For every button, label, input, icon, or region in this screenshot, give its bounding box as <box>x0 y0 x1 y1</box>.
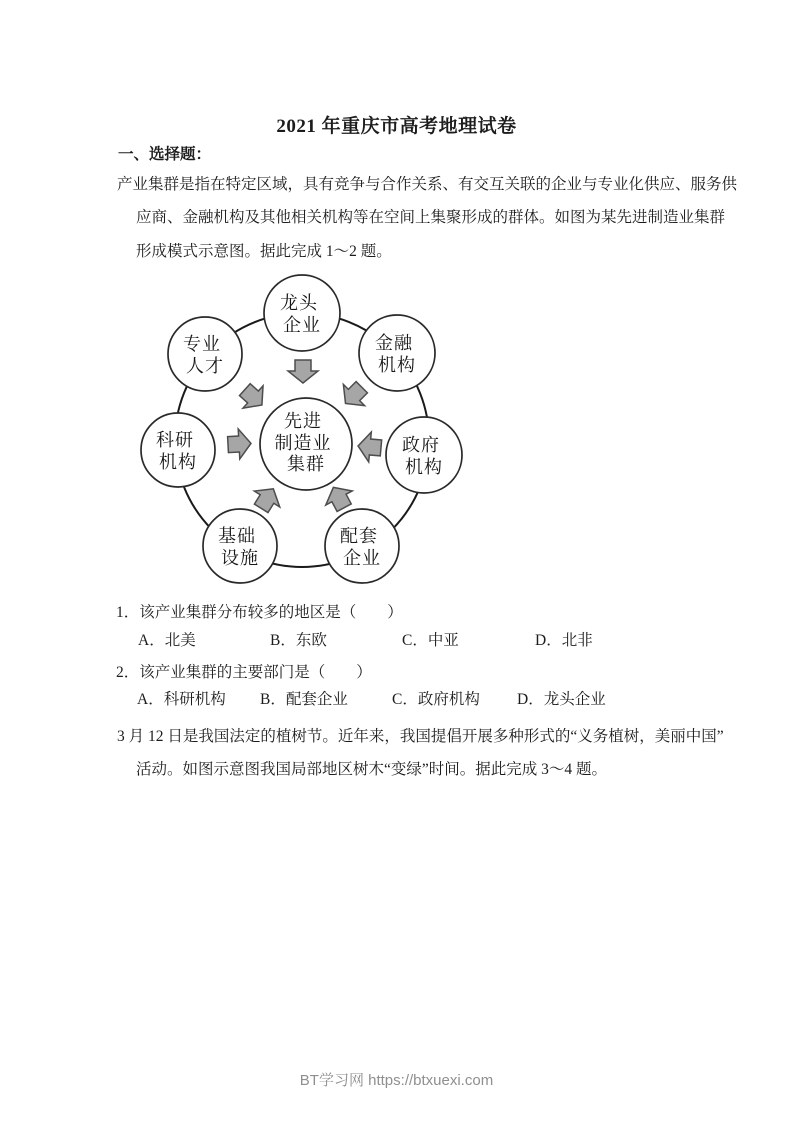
question-2-option-b: B．配套企业 <box>260 691 348 708</box>
inward-arrow-icon <box>335 377 372 414</box>
question-2-options <box>137 690 606 710</box>
node-label-leading-enterprise: 龙头 企业 <box>279 293 321 335</box>
node-label-infrastructure: 基础 设施 <box>217 526 259 568</box>
passage-2-line-1: 3 月 12 日是我国法定的植树节。近年来，我国提倡开展多种形式的“义务植树，美丽中国” <box>117 728 724 745</box>
question-1-option-d: D．北非 <box>535 632 593 649</box>
node-circle-research-institution <box>141 413 215 487</box>
footer-watermark: BT学习网 https://btxuexi.com <box>299 1072 494 1089</box>
center-label-advanced-manufacturing-cluster: 先进 制造业 集群 <box>274 411 332 474</box>
page-title: 2021 年重庆市高考地理试卷 <box>276 115 517 137</box>
node-circle-infrastructure <box>203 509 277 583</box>
question-2-stem: 2．该产业集群的主要部门是（ ） <box>116 664 372 681</box>
question-1-option-a: A．北美 <box>138 632 196 649</box>
node-label-supporting-enterprise: 配套 企业 <box>339 526 381 568</box>
inward-arrow-icon <box>288 360 318 383</box>
node-circle-financial-institution <box>359 315 435 391</box>
passage-1-line-3: 形成模式示意图。据此完成 1～2 题。 <box>136 243 392 260</box>
question-2-option-d: D．龙头企业 <box>517 691 606 708</box>
question-1-stem: 1．该产业集群分布较多的地区是（ ） <box>116 604 403 621</box>
question-1-option-b: B．东欧 <box>270 632 327 649</box>
passage-1-line-1: 产业集群是指在特定区域，具有竞争与合作关系、有交互关联的企业与专业化供应、服务供 <box>117 176 738 193</box>
cluster-diagram <box>130 272 475 597</box>
question-1-option-c: C．中亚 <box>402 632 459 649</box>
inward-arrow-icon <box>357 431 383 463</box>
passage-1-line-2: 应商、金融机构及其他相关机构等在空间上集聚形成的群体。如图为某先进制造业集群 <box>136 209 726 226</box>
question-2-option-c: C．政府机构 <box>392 691 480 708</box>
inward-arrow-icon <box>235 378 272 416</box>
inward-arrow-icon <box>227 428 252 459</box>
passage-2-line-2: 活动。如图示意图我国局部地区树木“变绿”时间。据此完成 3～4 题。 <box>136 761 608 778</box>
node-circle-government-agency <box>386 417 462 493</box>
section-heading: 一、选择题： <box>118 146 212 163</box>
question-1-options <box>138 631 593 651</box>
node-label-professional-talent: 专业 人才 <box>182 334 224 376</box>
node-label-government-agency: 政府 机构 <box>401 435 443 477</box>
node-circle-professional-talent <box>168 317 242 391</box>
node-label-research-institution: 科研 机构 <box>155 430 197 472</box>
node-circle-supporting-enterprise <box>325 509 399 583</box>
node-label-financial-institution: 金融 机构 <box>374 333 416 375</box>
node-circle-leading-enterprise <box>264 275 340 351</box>
question-2-option-a: A．科研机构 <box>137 691 226 708</box>
